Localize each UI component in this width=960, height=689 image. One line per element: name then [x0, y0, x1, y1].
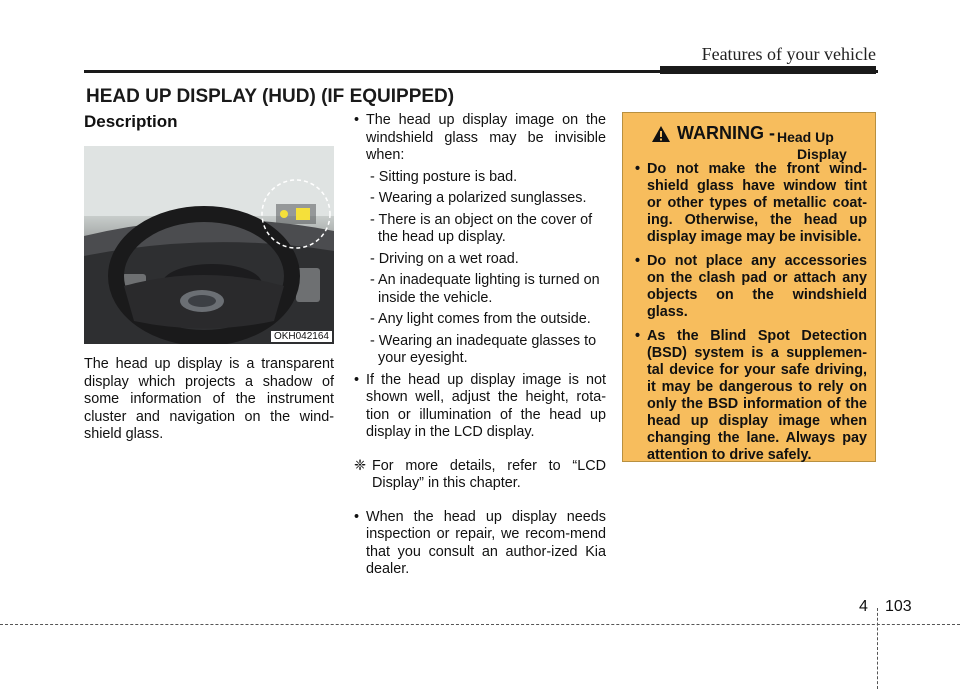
header-rule-accent: [660, 66, 876, 74]
warning-item: • Do not place any accessories on the clash pad or attach any objects on the windshield glass.: [631, 253, 867, 321]
chapter-number: 4: [859, 598, 868, 615]
condition-item: - An inadequate lighting is turned on inside the vehicle.: [370, 272, 600, 306]
description-paragraph: The head up display is a transparent display which projects a shadow of some information of the instrument cluster and navigation on the wind-shield glass.: [84, 356, 334, 442]
image-code: OKH042164: [271, 331, 332, 342]
bullet-inspection: • When the head up display needs inspection or repair, we recom-mend that you consult an author-ized Kia dealer.: [354, 509, 606, 579]
page-number: 103: [885, 598, 912, 615]
warning-item: • Do not make the front wind-shield glass have window tint or other types of metallic coat-ing. Otherwise, the head up display image may be invisible.: [631, 161, 867, 246]
dashboard-illustration: [84, 146, 334, 344]
dashboard-photo: [84, 146, 334, 344]
warning-box: [622, 112, 876, 462]
condition-item: - Sitting posture is bad.: [370, 168, 518, 185]
warning-subtitle-line1: Head Up: [777, 129, 834, 145]
footer-divider: [877, 608, 878, 689]
bullet-invisible-when: • The head up display image on the windshield glass may be invisible when:: [354, 112, 606, 165]
warning-triangle-icon: [651, 125, 671, 143]
note: [354, 458, 606, 493]
note-symbol-icon: ❈: [354, 457, 367, 474]
column-visibility: [354, 112, 606, 579]
column-description: [84, 112, 334, 444]
warning-header: [631, 121, 867, 161]
description-heading: Description: [84, 112, 178, 131]
section-heading: HEAD UP DISPLAY (HUD) (IF EQUIPPED): [86, 86, 455, 107]
warning-item: • As the Blind Spot Detection (BSD) system is a supplemen-tal device for your safe driving, it may be dangerous to rely on only the BSD information of the head up display image when changing the lane. Always pay attention to drive safely.: [631, 328, 867, 464]
condition-item: - Driving on a wet road.: [370, 250, 519, 267]
condition-item: - Wearing an inadequate glasses to your eyesight.: [370, 332, 597, 366]
condition-item: - There is an object on the cover of the head up display.: [370, 211, 593, 245]
condition-item: - Any light comes from the outside.: [370, 311, 591, 327]
note-text: For more details, refer to “LCD Display” in this chapter.: [372, 457, 606, 491]
footer-rule: [0, 624, 960, 625]
warning-subtitle: [777, 129, 857, 163]
bullet-adjust-display: • If the head up display image is not shown well, adjust the height, rota-tion or illumination of the head up display in the LCD display.: [354, 372, 606, 442]
condition-item: - Wearing a polarized sunglasses.: [370, 190, 587, 206]
warning-subtitle-line2: Display: [797, 146, 847, 162]
warning-label: WARNING -: [677, 123, 775, 143]
header-title: Features of your vehicle: [701, 44, 876, 64]
